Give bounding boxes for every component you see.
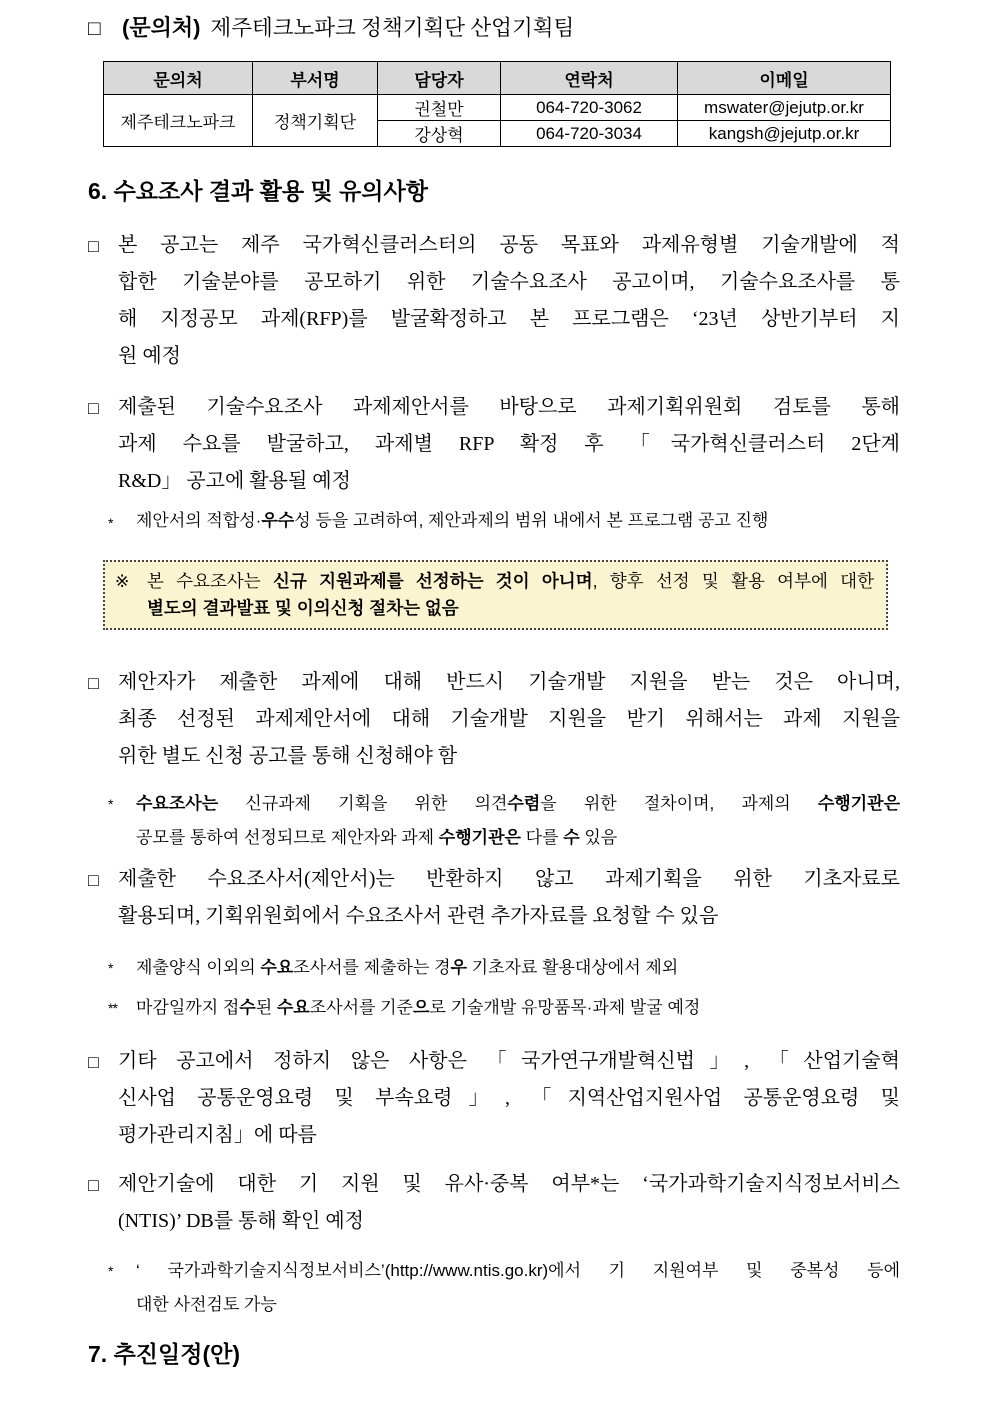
text-line: 최종 선정된 과제제안서에 대해 기술개발 지원을 받기 위해서는 과제 지원을 [118, 708, 900, 730]
col-header-org: 문의처 [104, 62, 253, 95]
asterisk-marker: * [108, 796, 113, 812]
text-line: 합한 기술분야를 공모하기 위한 기술수요조사 공고이며, 기술수요조사를 통 [118, 271, 900, 293]
square-bullet-marker: □ [88, 673, 99, 693]
text-line: 제출된 기술수요조사 과제제안서를 바탕으로 과제기획위원회 검토를 통해 [118, 396, 900, 418]
reference-mark: ※ [115, 572, 130, 591]
paragraph-text [118, 664, 900, 775]
footnote-text [136, 787, 900, 855]
footnote [108, 1254, 900, 1322]
org-cell: 제주테크노파크 [104, 95, 253, 147]
square-bullet-marker: □ [88, 1175, 99, 1195]
text-line: 제출한 수요조사서(제안서)는 반환하지 않고 과제기획을 위한 기초자료로 [118, 868, 900, 890]
col-header-phone: 연락처 [501, 62, 678, 95]
person-cell: 권철만 [378, 95, 501, 121]
paragraph-text [118, 227, 900, 375]
asterisk-marker: * [108, 1263, 113, 1279]
contact-heading [88, 12, 900, 45]
paragraph-text [118, 861, 900, 935]
footnote [108, 506, 900, 540]
contact-heading-text: 제주테크노파크 정책기획단 산업기획팀 [210, 16, 575, 40]
double-asterisk-marker: ** [108, 1000, 117, 1016]
text-line: 마감일까지 접수된 수요조사서를 기준으로 기술개발 유망품목·과제 발굴 예정 [136, 998, 701, 1017]
asterisk-marker: * [108, 515, 113, 531]
text-line: 원 예정 [118, 345, 181, 367]
bullet-paragraph [88, 389, 900, 500]
asterisk-marker: * [108, 960, 113, 976]
footnote-text [136, 991, 900, 1025]
section7-title: 7. 추진일정(안) [88, 1341, 240, 1367]
square-bullet-marker: □ [88, 17, 101, 40]
text-line: 신사업 공통운영요령 및 부속요령」, 「지역산업지원사업 공통운영요령 및 [118, 1087, 900, 1109]
bullet-paragraph [88, 861, 900, 935]
notice-box [103, 560, 888, 630]
footnote [108, 787, 900, 855]
footnote [108, 951, 900, 985]
section6-title: 6. 수요조사 결과 활용 및 유의사항 [88, 178, 428, 204]
phone-cell: 064-720-3062 [501, 95, 678, 121]
text-line: 수요조사는 신규과제 기획을 위한 의견수렴을 위한 절차이며, 과제의 수행기관은 [136, 794, 900, 813]
email-cell: kangsh@jejutp.or.kr [678, 121, 891, 147]
text-line: 평가관리지침」에 따름 [118, 1124, 317, 1146]
square-bullet-marker: □ [88, 236, 99, 256]
col-header-email: 이메일 [678, 62, 891, 95]
contact-table [103, 61, 891, 147]
bullet-paragraph [88, 1043, 900, 1154]
contact-table-header [104, 62, 891, 95]
col-header-person: 담당자 [378, 62, 501, 95]
email-cell: mswater@jejutp.or.kr [678, 95, 891, 121]
text-line: 활용되며, 기획위원회에서 수요조사서 관련 추가자료를 요청할 수 있음 [118, 905, 719, 927]
text-line: 별도의 결과발표 및 이의신청 절차는 없음 [147, 598, 459, 618]
bullet-paragraph [88, 227, 900, 375]
col-header-dept: 부서명 [253, 62, 378, 95]
text-line: (NTIS)’ DB를 통해 확인 예정 [118, 1210, 364, 1232]
text-line: 본 수요조사는 신규 지원과제를 선정하는 것이 아니며, 향후 선정 및 활용 여부에 대한 [147, 571, 874, 591]
text-line: 위한 별도 신청 공고를 통해 신청해야 함 [118, 745, 458, 767]
text-line: 기타 공고에서 정하지 않은 사항은 「국가연구개발혁신법」, 「산업기술혁 [118, 1050, 900, 1072]
text-line: ‘ 국가과학기술지식정보서비스’(http://www.ntis.go.kr)에서 기 지원여부 및 중복성 등에 [136, 1261, 900, 1280]
square-bullet-marker: □ [88, 1052, 99, 1072]
text-line: 해 지정공모 과제(RFP)를 발굴확정하고 본 프로그램은 ‘23년 상반기부터 지 [118, 308, 900, 330]
square-bullet-marker: □ [88, 870, 99, 890]
table-row [104, 95, 891, 121]
text-line: 제안자가 제출한 과제에 대해 반드시 기술개발 지원을 받는 것은 아니며, [118, 671, 900, 693]
text-line: 제출양식 이외의 수요조사서를 제출하는 경우 기초자료 활용대상에서 제외 [136, 958, 679, 977]
text-line: R&D」 공고에 활용될 예정 [118, 470, 351, 492]
dept-cell: 정책기획단 [253, 95, 378, 147]
person-cell: 강상혁 [378, 121, 501, 147]
footnote-text [136, 951, 900, 985]
text-line: 공모를 통하여 선정되므로 제안자와 과제 수행기관은 다를 수 있음 [136, 828, 618, 847]
notice-text [147, 568, 874, 622]
square-bullet-marker: □ [88, 398, 99, 418]
bullet-paragraph [88, 1166, 900, 1240]
footnote-text [136, 1254, 900, 1322]
text-line: 제안기술에 대한 기 지원 및 유사·중복 여부*는 ‘국가과학기술지식정보서비스 [118, 1173, 900, 1195]
text-line: 본 공고는 제주 국가혁신클러스터의 공동 목표와 과제유형별 기술개발에 적 [118, 234, 900, 256]
text-line: 과제 수요를 발굴하고, 과제별 RFP 확정 후 「국가혁신클러스터 2단계 [118, 433, 900, 455]
phone-cell: 064-720-3034 [501, 121, 678, 147]
paragraph-text [118, 389, 900, 500]
paragraph-text [118, 1166, 900, 1240]
text-line: 대한 사전검토 가능 [136, 1295, 277, 1314]
footnote [108, 991, 900, 1025]
paragraph-text [118, 1043, 900, 1154]
bullet-paragraph [88, 664, 900, 775]
contact-heading-label: (문의처) [122, 15, 201, 40]
text-line: 제안서의 적합성·우수성 등을 고려하여, 제안과제의 범위 내에서 본 프로그램 공고 진행 [136, 511, 769, 530]
footnote-text [136, 506, 900, 540]
